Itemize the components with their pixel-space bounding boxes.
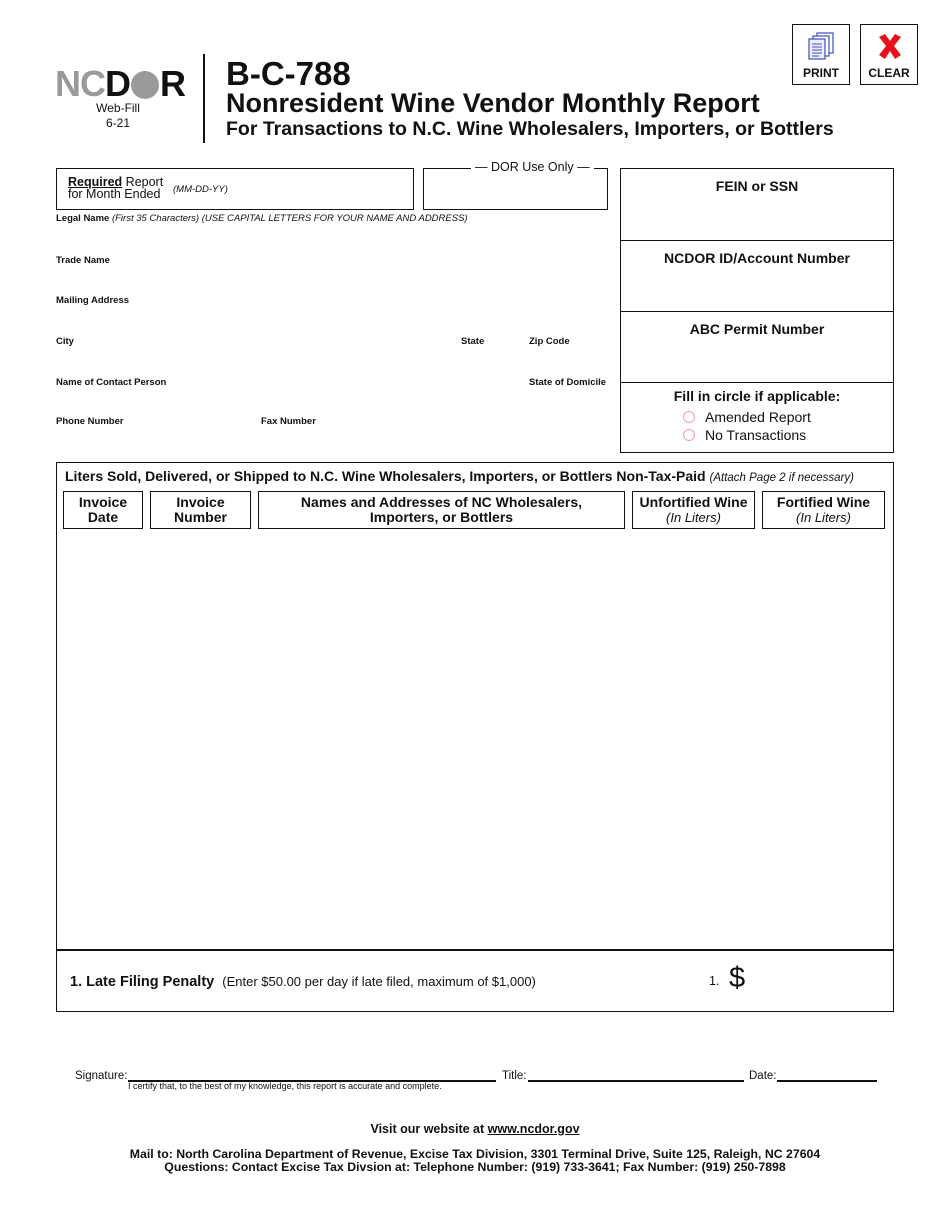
date-line[interactable] [777,1080,877,1082]
table-title-note: (Attach Page 2 if necessary) [709,472,854,484]
late-filing-penalty-row [70,974,536,990]
fein-cell [621,169,893,241]
penalty-amount-input[interactable] [752,970,882,992]
fortified-unit: (In Liters) [796,510,851,525]
clear-button[interactable] [860,24,918,85]
contact-person-input[interactable] [56,389,516,411]
ncdor-logo [55,63,185,104]
questions-text: Questions: Contact Excise Tax Divsion at: Telephone Number: (919) 733-3641; Fax Number: (919) 250-7898 [164,1160,786,1174]
table-divider [56,949,894,951]
abc-permit-cell [621,312,893,383]
dollar-sign: $ [729,962,746,994]
transaction-entry-area[interactable] [63,534,885,944]
state-of-domicile-input[interactable] [529,389,611,411]
invoice-number-line2: Number [174,509,227,525]
fein-label: FEIN or SSN [715,178,799,194]
legal-name-label [56,213,468,224]
no-transactions-label: No Transactions [705,427,807,443]
fax-number-label: Fax Number [261,416,316,427]
penalty-label: 1. Late Filing Penalty [70,974,215,990]
mailing-address-label: Mailing Address [56,295,130,306]
column-header-unfortified-wine [632,491,755,529]
required-label: Required [68,175,123,189]
logo-nc: NC [55,63,105,104]
visit-website [0,1122,950,1136]
logo-d: D [105,63,130,104]
unfortified-unit: (In Liters) [666,510,721,525]
form-subtitle: For Transactions to N.C. Wine Wholesalers, Importers, or Bottlers [226,118,834,140]
state-of-domicile-label: State of Domicile [529,377,607,388]
month-ended-input[interactable] [237,179,407,199]
print-button[interactable] [792,24,850,85]
logo-o-circle [131,71,159,99]
trade-name-input[interactable] [56,267,611,289]
mailing-address-input[interactable] [56,307,611,329]
abc-permit-label: ABC Permit Number [689,321,825,337]
mail-to-text: Mail to: North Carolina Department of Revenue, Excise Tax Division, 3301 Terminal Drive, Suite 125, Raleigh, NC 27604 [129,1147,821,1161]
clear-label: CLEAR [868,66,910,80]
amended-report-option[interactable] [683,409,811,425]
legal-name-note: (First 35 Characters) (USE CAPITAL LETTERS FOR YOUR NAME AND ADDRESS) [111,213,468,224]
title-line[interactable] [528,1080,744,1082]
zip-code-label: Zip Code [529,336,570,347]
account-number-label: NCDOR ID/Account Number [664,250,850,266]
web-fill-label: Web-Fill [96,101,140,115]
phone-number-label: Phone Number [56,416,124,427]
state-input[interactable] [461,348,521,370]
form-title: Nonresident Wine Vendor Monthly Report [226,88,760,118]
close-icon [875,31,905,63]
date-label: Date: [749,1070,777,1082]
amended-report-label: Amended Report [705,409,811,425]
header-divider [203,54,205,143]
legal-name-input[interactable] [56,226,611,248]
dor-use-only-box [423,168,608,210]
table-title-text: Liters Sold, Delivered, or Shipped to N.C. Wine Wholesalers, Importers, or Bottlers Non-Tax-Paid [65,468,706,484]
fax-number-input[interactable] [261,428,461,450]
print-label: PRINT [803,66,839,80]
date-format-hint: (MM-DD-YY) [173,184,228,195]
city-label: City [56,336,74,347]
city-input[interactable] [56,348,446,370]
print-icon [807,31,837,63]
zip-code-input[interactable] [529,348,611,370]
report-word: Report [122,175,164,189]
dor-use-only-label: — DOR Use Only — [471,160,594,174]
no-transactions-radio[interactable] [683,429,695,441]
unfortified-label: Unfortified Wine [639,494,748,510]
certify-statement: I certify that, to the best of my knowledge, this report is accurate and complete. [128,1081,442,1091]
column-header-invoice-date [63,491,143,529]
form-number: B-C-788 [226,55,351,92]
invoice-date-line2: Date [87,509,119,525]
names-line1: Names and Addresses of NC Wholesalers, [300,494,583,510]
names-line2: Importers, or Bottlers [369,509,514,525]
column-header-invoice-number [150,491,251,529]
web-fill-version [88,101,148,131]
applicable-options-cell [621,383,893,452]
invoice-date-line1: Invoice [78,494,128,510]
website-link[interactable]: www.ncdor.gov [487,1122,580,1136]
fill-circle-label: Fill in circle if applicable: [673,388,841,404]
mailing-info [0,1148,950,1174]
title-label: Title: [502,1070,527,1082]
id-numbers-panel [620,168,894,453]
phone-number-input[interactable] [56,428,251,450]
column-header-names-addresses [258,491,625,529]
penalty-note: (Enter $50.00 per day if late filed, maximum of $1,000) [222,974,536,989]
fortified-label: Fortified Wine [776,494,871,510]
dor-use-only-text: DOR Use Only [490,160,574,174]
signature-label: Signature: [75,1070,128,1082]
column-header-fortified-wine [762,491,885,529]
invoice-number-line1: Invoice [176,494,225,510]
amended-report-radio[interactable] [683,411,695,423]
account-number-input[interactable] [631,277,881,301]
trade-name-label: Trade Name [56,255,110,266]
contact-person-label: Name of Contact Person [56,377,167,388]
version-label: 6-21 [105,116,131,130]
legal-name-title: Legal Name [56,213,110,224]
state-label: State [461,336,485,347]
table-title [65,468,854,484]
visit-text: Visit our website at [370,1122,488,1136]
month-ended-label: for Month Ended [68,187,161,201]
no-transactions-option[interactable] [683,427,806,443]
fein-input[interactable] [631,205,881,229]
abc-permit-input[interactable] [631,348,881,372]
penalty-line-number: 1. [709,974,720,988]
account-number-cell [621,241,893,312]
logo-r: R [160,63,185,104]
report-month-label [68,176,163,200]
